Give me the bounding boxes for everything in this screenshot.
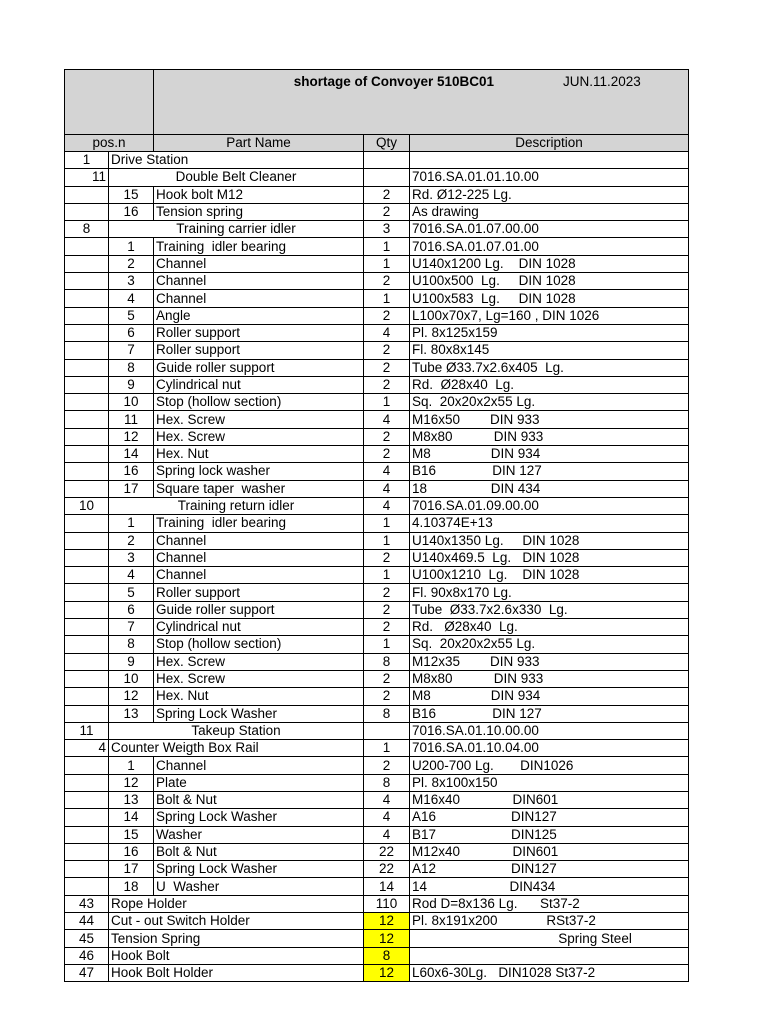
table-row <box>65 964 689 981</box>
part-name-cell: Hex. Screw <box>154 653 364 670</box>
table-row <box>65 774 689 791</box>
description-cell: M8x80 DIN 933 <box>410 670 689 687</box>
pos-cell <box>65 273 109 290</box>
qty-cell: 1 <box>364 394 410 411</box>
description-cell: Rd. Ø28x40 Lg. <box>410 619 689 636</box>
sub-pos-cell: 3 <box>109 273 154 290</box>
sub-pos-cell: 12 <box>109 688 154 705</box>
table-row <box>65 791 689 808</box>
description-cell: L100x70x7, Lg=160 , DIN 1026 <box>410 307 689 324</box>
description-cell: U100x1210 Lg. DIN 1028 <box>410 567 689 584</box>
pos-cell <box>65 757 109 774</box>
qty-cell <box>364 169 410 186</box>
table-row <box>65 913 689 930</box>
sub-pos-cell: 12 <box>109 428 154 445</box>
description-cell: A16 DIN127 <box>410 809 689 826</box>
table-row <box>65 394 689 411</box>
description-cell: M16x50 DIN 933 <box>410 411 689 428</box>
part-name-cell: Bolt & Nut <box>154 791 364 808</box>
table-row <box>65 186 689 203</box>
pos-cell <box>65 567 109 584</box>
pos-cell: 46 <box>65 947 109 964</box>
sub-pos-cell: 16 <box>109 843 154 860</box>
sub-pos-cell: 7 <box>109 619 154 636</box>
sub-pos-cell: 1 <box>109 757 154 774</box>
part-name-cell: Takeup Station <box>109 722 364 739</box>
table-row <box>65 497 689 514</box>
part-name-cell: Tension spring <box>154 203 364 220</box>
pos-cell: 44 <box>65 913 109 930</box>
qty-cell: 4 <box>364 791 410 808</box>
part-name-cell: Spring Lock Washer <box>154 705 364 722</box>
sub-pos-cell: 7 <box>109 342 154 359</box>
description-cell: Sq. 20x20x2x55 Lg. <box>410 636 689 653</box>
description-cell: U140x1200 Lg. DIN 1028 <box>410 255 689 272</box>
qty-cell: 1 <box>364 238 410 255</box>
part-name-cell: Channel <box>154 255 364 272</box>
pos-cell <box>65 376 109 393</box>
description-cell: U140x469.5 Lg. DIN 1028 <box>410 549 689 566</box>
qty-cell: 1 <box>364 567 410 584</box>
part-name-cell: Training return idler <box>109 497 364 514</box>
qty-cell: 2 <box>364 619 410 636</box>
sub-pos-cell: 15 <box>109 826 154 843</box>
table-row <box>65 670 689 687</box>
sub-pos-cell: 10 <box>109 394 154 411</box>
qty-cell: 12 <box>364 930 410 947</box>
qty-cell: 3 <box>364 221 410 238</box>
description-cell: 14 DIN434 <box>410 878 689 895</box>
description-cell: As drawing <box>410 203 689 220</box>
description-cell: Fl. 80x8x145 <box>410 342 689 359</box>
qty-cell: 2 <box>364 359 410 376</box>
qty-cell: 4 <box>364 463 410 480</box>
qty-cell: 2 <box>364 584 410 601</box>
table-row <box>65 169 689 186</box>
part-name-cell: Spring Lock Washer <box>154 861 364 878</box>
qty-cell: 8 <box>364 653 410 670</box>
pos-cell <box>65 791 109 808</box>
sub-pos-cell: 17 <box>109 480 154 497</box>
pos-cell <box>65 203 109 220</box>
pos-cell <box>65 446 109 463</box>
table-row <box>65 947 689 964</box>
qty-cell: 1 <box>364 532 410 549</box>
table-row <box>65 238 689 255</box>
qty-cell: 2 <box>364 203 410 220</box>
table-row <box>65 757 689 774</box>
part-name-cell: Channel <box>154 273 364 290</box>
part-name-cell: Stop (hollow section) <box>154 394 364 411</box>
sub-pos-cell: 16 <box>109 463 154 480</box>
table-row <box>65 307 689 324</box>
sheet-title: shortage of Convoyer 510BC01 <box>293 74 494 89</box>
part-name-cell: Spring lock washer <box>154 463 364 480</box>
description-cell <box>410 947 689 964</box>
table-row <box>65 619 689 636</box>
qty-cell: 8 <box>364 774 410 791</box>
part-name-cell: Rope Holder <box>109 895 364 912</box>
description-cell: A12 DIN127 <box>410 861 689 878</box>
qty-cell: 2 <box>364 670 410 687</box>
sub-pos-cell: 3 <box>109 549 154 566</box>
part-name-cell: Channel <box>154 549 364 566</box>
table-row <box>65 480 689 497</box>
pos-cell <box>65 774 109 791</box>
table-row <box>65 826 689 843</box>
part-name-cell: Cylindrical nut <box>154 619 364 636</box>
description-cell: L60x6-30Lg. DIN1028 St37-2 <box>410 964 689 981</box>
sub-pos-cell: 12 <box>109 774 154 791</box>
description-cell: 7016.SA.01.09.00.00 <box>410 497 689 514</box>
qty-cell: 2 <box>364 273 410 290</box>
sub-pos-cell: 15 <box>109 186 154 203</box>
sub-pos-cell: 8 <box>109 359 154 376</box>
part-name-cell: Spring Lock Washer <box>154 809 364 826</box>
table-row <box>65 515 689 532</box>
qty-cell: 12 <box>364 913 410 930</box>
description-cell: B17 DIN125 <box>410 826 689 843</box>
qty-cell: 4 <box>364 324 410 341</box>
table-row <box>65 463 689 480</box>
description-cell: 18 DIN 434 <box>410 480 689 497</box>
pos-cell: 45 <box>65 930 109 947</box>
pos-cell <box>65 238 109 255</box>
part-name-cell: Hook bolt M12 <box>154 186 364 203</box>
description-cell <box>410 152 689 169</box>
part-name-cell: Hex. Screw <box>154 411 364 428</box>
description-cell: Rd. Ø12-225 Lg. <box>410 186 689 203</box>
part-name-cell: Hex. Screw <box>154 670 364 687</box>
col-header-pos: pos.n <box>65 135 154 152</box>
description-cell: B16 DIN 127 <box>410 705 689 722</box>
description-cell: 7016.SA.01.10.00.00 <box>410 722 689 739</box>
description-cell: Rd. Ø28x40 Lg. <box>410 376 689 393</box>
qty-cell: 1 <box>364 515 410 532</box>
pos-cell <box>65 342 109 359</box>
col-header-description: Description <box>410 135 689 152</box>
table-row <box>65 930 689 947</box>
shortage-table <box>64 69 689 982</box>
sub-pos-cell: 9 <box>109 376 154 393</box>
part-name-cell: Channel <box>154 757 364 774</box>
qty-cell: 8 <box>364 705 410 722</box>
qty-cell: 4 <box>364 809 410 826</box>
pos-cell <box>65 619 109 636</box>
part-name-cell: Hex. Screw <box>154 428 364 445</box>
pos-cell <box>65 809 109 826</box>
sub-pos-cell: 5 <box>109 584 154 601</box>
part-name-cell: Channel <box>154 290 364 307</box>
pos-cell <box>65 255 109 272</box>
table-row <box>65 428 689 445</box>
part-name-cell: Tension Spring <box>109 930 364 947</box>
qty-cell: 1 <box>364 255 410 272</box>
table-row <box>65 342 689 359</box>
sub-pos-cell: 13 <box>109 791 154 808</box>
qty-cell: 22 <box>364 861 410 878</box>
description-cell: U200-700 Lg. DIN1026 <box>410 757 689 774</box>
description-cell: Rod D=8x136 Lg. St37-2 <box>410 895 689 912</box>
part-name-cell: Hook Bolt Holder <box>109 964 364 981</box>
part-name-cell: Roller support <box>154 584 364 601</box>
qty-cell: 2 <box>364 428 410 445</box>
description-cell: 4.10374E+13 <box>410 515 689 532</box>
description-cell: M8 DIN 934 <box>410 688 689 705</box>
pos-cell <box>65 826 109 843</box>
description-cell: M16x40 DIN601 <box>410 791 689 808</box>
part-name-cell: Training carrier idler <box>109 221 364 238</box>
table-row <box>65 359 689 376</box>
pos-cell <box>65 463 109 480</box>
sub-pos-cell: 9 <box>109 653 154 670</box>
description-cell: 7016.SA.01.07.01.00 <box>410 238 689 255</box>
table-row <box>65 567 689 584</box>
description-cell: Sq. 20x20x2x55 Lg. <box>410 394 689 411</box>
table-row <box>65 446 689 463</box>
part-name-cell: Guide roller support <box>154 359 364 376</box>
qty-cell: 12 <box>364 964 410 981</box>
col-header-part-name: Part Name <box>154 135 364 152</box>
pos-cell <box>65 290 109 307</box>
col-header-qty: Qty <box>364 135 410 152</box>
qty-cell: 22 <box>364 843 410 860</box>
sub-pos-cell: 14 <box>109 446 154 463</box>
part-name-cell: Square taper washer <box>154 480 364 497</box>
part-name-cell: Channel <box>154 567 364 584</box>
pos-cell <box>65 705 109 722</box>
qty-cell: 1 <box>364 740 410 757</box>
table-row <box>65 878 689 895</box>
part-name-cell: Cylindrical nut <box>154 376 364 393</box>
sub-pos-cell: 11 <box>109 411 154 428</box>
qty-cell: 1 <box>364 636 410 653</box>
part-name-cell: Counter Weigth Box Rail <box>109 740 364 757</box>
table-row <box>65 601 689 618</box>
qty-cell: 2 <box>364 376 410 393</box>
sub-pos-cell: 16 <box>109 203 154 220</box>
sub-pos-cell: 4 <box>109 290 154 307</box>
pos-cell <box>65 636 109 653</box>
pos-cell: 11 <box>65 722 109 739</box>
sub-pos-cell: 17 <box>109 861 154 878</box>
pos-cell <box>65 515 109 532</box>
description-cell: 7016.SA.01.01.10.00 <box>410 169 689 186</box>
part-name-cell: Roller support <box>154 324 364 341</box>
part-name-cell: Channel <box>154 532 364 549</box>
qty-cell: 4 <box>364 497 410 514</box>
qty-cell: 2 <box>364 688 410 705</box>
pos-cell <box>65 861 109 878</box>
part-name-cell: Guide roller support <box>154 601 364 618</box>
sub-pos-cell: 1 <box>109 515 154 532</box>
description-cell: M12x35 DIN 933 <box>410 653 689 670</box>
sub-pos-cell: 4 <box>109 567 154 584</box>
table-row <box>65 895 689 912</box>
pos-cell <box>65 411 109 428</box>
sub-pos-cell: 2 <box>109 255 154 272</box>
description-cell: M8 DIN 934 <box>410 446 689 463</box>
table-row <box>65 705 689 722</box>
description-cell: Spring Steel <box>410 930 689 947</box>
sub-pos-cell: 14 <box>109 809 154 826</box>
part-name-cell: Cut - out Switch Holder <box>109 913 364 930</box>
title-row <box>65 70 689 135</box>
part-name-cell: Hook Bolt <box>109 947 364 964</box>
table-row <box>65 861 689 878</box>
description-cell: M12x40 DIN601 <box>410 843 689 860</box>
header-row <box>65 135 689 152</box>
sub-pos-cell: 5 <box>109 307 154 324</box>
qty-cell: 2 <box>364 601 410 618</box>
qty-cell: 14 <box>364 878 410 895</box>
pos-cell: 43 <box>65 895 109 912</box>
table-row <box>65 376 689 393</box>
sub-pos-cell: 6 <box>109 324 154 341</box>
pos-cell <box>65 359 109 376</box>
table-row <box>65 324 689 341</box>
part-name-cell: Hex. Nut <box>154 688 364 705</box>
part-name-cell: U Washer <box>154 878 364 895</box>
pos-cell <box>65 428 109 445</box>
sub-pos-cell: 13 <box>109 705 154 722</box>
pos-cell <box>65 653 109 670</box>
pos-cell: 47 <box>65 964 109 981</box>
qty-cell: 110 <box>364 895 410 912</box>
sub-pos-cell: 2 <box>109 532 154 549</box>
pos-cell <box>65 584 109 601</box>
part-name-cell: Hex. Nut <box>154 446 364 463</box>
table-row <box>65 221 689 238</box>
part-name-cell: Training idler bearing <box>154 515 364 532</box>
pos-cell: 1 <box>65 152 109 169</box>
table-row <box>65 809 689 826</box>
qty-cell: 8 <box>364 947 410 964</box>
table-row <box>65 843 689 860</box>
table-row <box>65 203 689 220</box>
pos-cell <box>65 670 109 687</box>
description-cell: Pl. 8x125x159 <box>410 324 689 341</box>
pos-cell <box>65 601 109 618</box>
pos-cell <box>65 324 109 341</box>
part-name-cell: Bolt & Nut <box>154 843 364 860</box>
description-cell: Tube Ø33.7x2.6x405 Lg. <box>410 359 689 376</box>
table-row <box>65 722 689 739</box>
qty-cell: 4 <box>364 411 410 428</box>
table-row <box>65 255 689 272</box>
description-cell: U100x583 Lg. DIN 1028 <box>410 290 689 307</box>
table-row <box>65 549 689 566</box>
part-name-cell: Roller support <box>154 342 364 359</box>
sheet-date: JUN.11.2023 <box>563 74 641 89</box>
description-cell: U100x500 Lg. DIN 1028 <box>410 273 689 290</box>
table-row <box>65 273 689 290</box>
description-cell: Pl. 8x100x150 <box>410 774 689 791</box>
pos-cell <box>65 394 109 411</box>
pos-cell <box>65 688 109 705</box>
pos-cell: 8 <box>65 221 109 238</box>
part-name-cell: Double Belt Cleaner <box>109 169 364 186</box>
qty-cell: 1 <box>364 290 410 307</box>
pos-cell <box>65 878 109 895</box>
description-cell: U140x1350 Lg. DIN 1028 <box>410 532 689 549</box>
part-name-cell: Angle <box>154 307 364 324</box>
sub-pos-cell: 8 <box>109 636 154 653</box>
description-cell: 7016.SA.01.10.04.00 <box>410 740 689 757</box>
sub-pos-cell: 18 <box>109 878 154 895</box>
qty-cell: 4 <box>364 480 410 497</box>
pos-cell <box>65 480 109 497</box>
pos-cell: 4 <box>65 740 109 757</box>
pos-cell: 11 <box>65 169 109 186</box>
qty-cell: 2 <box>364 549 410 566</box>
qty-cell: 2 <box>364 307 410 324</box>
sub-pos-cell: 10 <box>109 670 154 687</box>
qty-cell: 2 <box>364 342 410 359</box>
part-name-cell: Washer <box>154 826 364 843</box>
part-name-cell: Plate <box>154 774 364 791</box>
sub-pos-cell: 1 <box>109 238 154 255</box>
description-cell: B16 DIN 127 <box>410 463 689 480</box>
qty-cell: 2 <box>364 186 410 203</box>
table-row <box>65 636 689 653</box>
qty-cell <box>364 722 410 739</box>
table-row <box>65 740 689 757</box>
table-row <box>65 653 689 670</box>
part-name-cell: Stop (hollow section) <box>154 636 364 653</box>
qty-cell: 4 <box>364 826 410 843</box>
pos-cell <box>65 549 109 566</box>
table-row <box>65 688 689 705</box>
pos-cell: 10 <box>65 497 109 514</box>
description-cell: Fl. 90x8x170 Lg. <box>410 584 689 601</box>
qty-cell: 2 <box>364 757 410 774</box>
table-row <box>65 584 689 601</box>
table-row <box>65 532 689 549</box>
table-row <box>65 152 689 169</box>
table-row <box>65 290 689 307</box>
pos-cell <box>65 843 109 860</box>
sub-pos-cell: 6 <box>109 601 154 618</box>
description-cell: M8x80 DIN 933 <box>410 428 689 445</box>
description-cell: 7016.SA.01.07.00.00 <box>410 221 689 238</box>
part-name-cell: Training idler bearing <box>154 238 364 255</box>
description-cell: Tube Ø33.7x2.6x330 Lg. <box>410 601 689 618</box>
pos-cell <box>65 532 109 549</box>
pos-cell <box>65 307 109 324</box>
pos-cell <box>65 186 109 203</box>
qty-cell: 2 <box>364 446 410 463</box>
part-name-cell: Drive Station <box>109 152 364 169</box>
qty-cell <box>364 152 410 169</box>
table-row <box>65 411 689 428</box>
description-cell: Pl. 8x191x200 RSt37-2 <box>410 913 689 930</box>
